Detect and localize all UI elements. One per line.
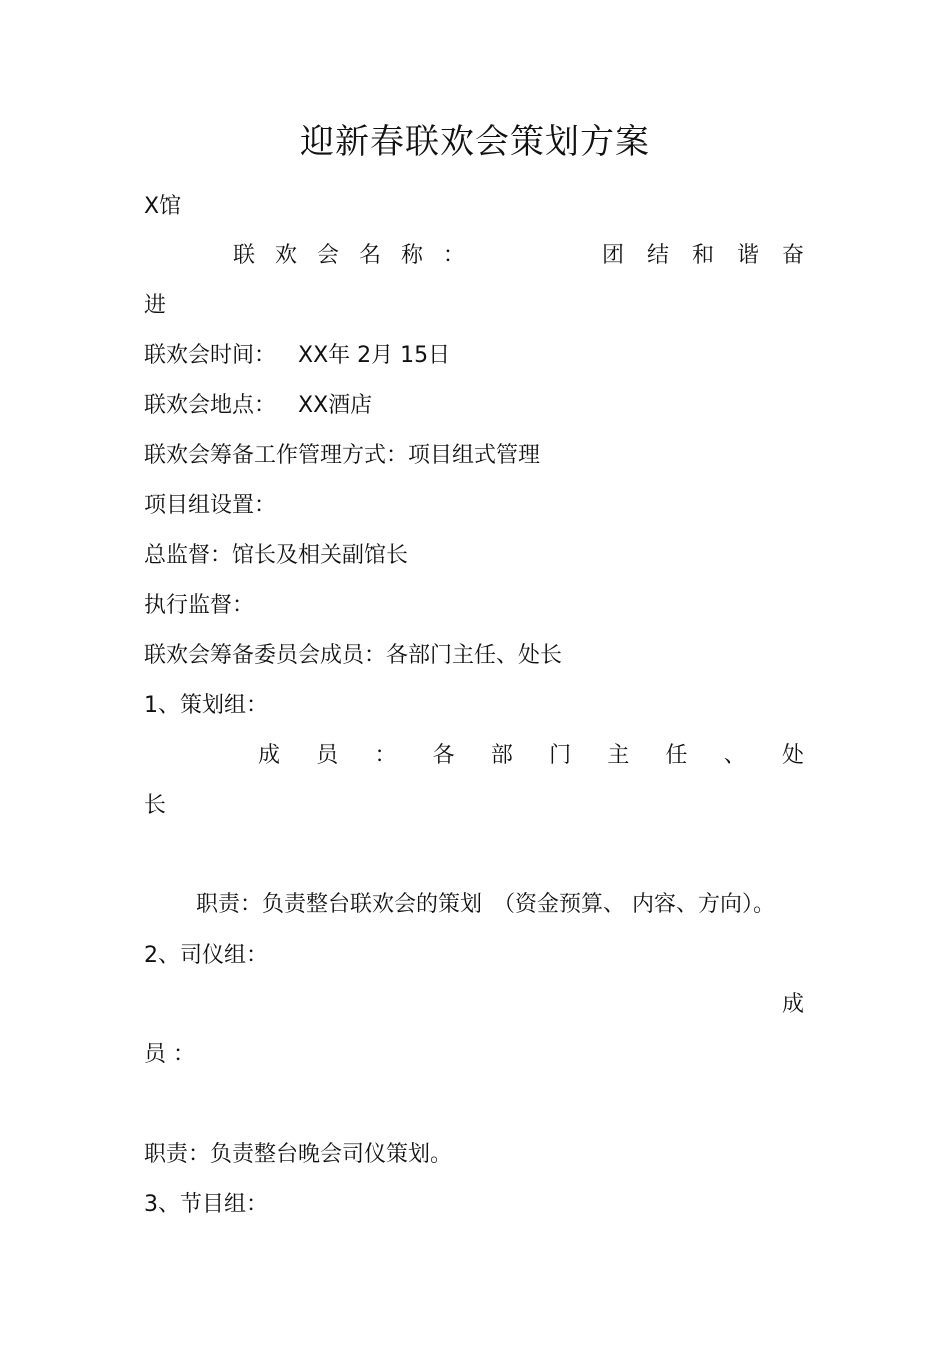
group1-duty: 职责：负责整台联欢会的策划 （资金预算、 内容、方向）。: [196, 892, 775, 917]
member-char: 部: [490, 743, 513, 768]
event-name-continuation: 进: [144, 293, 167, 318]
chief-supervisor-line: 总监督：馆长及相关副馆长: [144, 543, 409, 568]
group3-heading: 3、节目组：: [144, 1192, 268, 1217]
exec-supervisor-line: 执行监督：: [144, 593, 255, 618]
label-char: 称: [400, 243, 423, 268]
committee-line: 联欢会筹备委员会成员：各部门主任、处长: [144, 643, 563, 668]
group2-members-first: 成: [782, 992, 805, 1017]
value-char: 谐: [736, 243, 759, 268]
event-name-value: [602, 241, 804, 271]
group-setup-line: 项目组设置：: [144, 493, 277, 518]
label-char: 欢: [274, 243, 297, 268]
event-place-line: [144, 391, 372, 421]
member-char: 、: [723, 743, 746, 768]
member-char: ：: [374, 743, 397, 768]
label-char: 名: [358, 243, 381, 268]
value-char: 和: [691, 243, 714, 268]
value-char: 奋: [781, 243, 804, 268]
event-name-label: [233, 241, 465, 271]
member-char: 门: [549, 743, 572, 768]
management-line: 联欢会筹备工作管理方式：项目组式管理: [144, 443, 541, 468]
group2-heading: 2、司仪组：: [144, 943, 268, 968]
member-char: 主: [607, 743, 630, 768]
event-place-value: XX酒店: [298, 393, 373, 418]
value-char: 团: [602, 243, 625, 268]
value-char: 结: [646, 243, 669, 268]
member-char: 处: [781, 743, 804, 768]
member-char: 员: [316, 743, 339, 768]
label-char: 联: [233, 243, 256, 268]
group2-members-continuation: 员 ：: [144, 1042, 195, 1067]
group1-members-continuation: 长: [144, 793, 167, 818]
label-char: ：: [442, 243, 465, 268]
member-char: 各: [432, 743, 455, 768]
group1-members: [258, 741, 804, 771]
event-time-line: [144, 341, 450, 371]
group2-duty: 职责：负责整台晚会司仪策划。: [144, 1142, 453, 1167]
venue-line: X馆: [144, 194, 182, 219]
event-time-label: 联欢会时间：: [144, 343, 277, 368]
member-char: 成: [258, 743, 281, 768]
member-char: 任: [665, 743, 688, 768]
event-time-value: XX年 2月 15日: [298, 343, 451, 368]
document-title: 迎新春联欢会策划方案: [300, 122, 650, 162]
event-place-label: 联欢会地点：: [144, 393, 277, 418]
group1-heading: 1、策划组：: [144, 693, 268, 718]
label-char: 会: [316, 243, 339, 268]
